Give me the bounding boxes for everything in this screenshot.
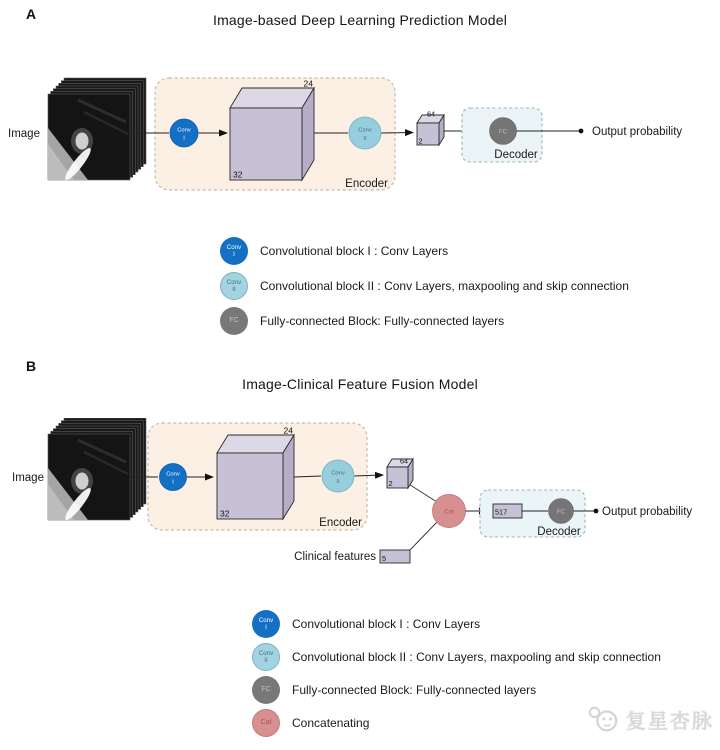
output-probability-label: Output probability <box>592 126 683 138</box>
ct-image-stack <box>48 418 146 523</box>
legend-label: Convolutional block I : Conv Layers <box>292 617 481 631</box>
legend-icon-text: FC <box>261 685 271 693</box>
panel-b-diagram <box>0 418 720 570</box>
cube-dim-32: 32 <box>233 169 243 180</box>
fc-node-label: FC <box>498 128 508 136</box>
conv2-icon <box>252 643 280 671</box>
small-feature-cube <box>387 457 413 489</box>
legend-label: Convolutional block II : Conv Layers, maxpooling and skip connection <box>260 279 629 293</box>
fc-icon <box>220 307 248 335</box>
clinical-features-box <box>380 550 410 563</box>
legend-icon-text: II <box>264 657 268 664</box>
fused-feature-box <box>493 504 522 518</box>
panel-a-diagram <box>0 70 720 195</box>
panel-a-legend <box>220 237 629 342</box>
legend-icon-text: II <box>232 286 236 293</box>
cat-icon <box>252 709 280 737</box>
legend-label: Concatenating <box>292 716 370 730</box>
fc-node-label: FC <box>556 508 566 516</box>
conv1-icon <box>220 237 248 265</box>
legend-row-fc <box>252 676 661 704</box>
legend-row-fc <box>220 307 629 335</box>
conv-block-2-node <box>349 117 381 149</box>
conv2-node-label2: II <box>336 479 340 485</box>
legend-row-conv1 <box>252 610 661 638</box>
ct-image-front-slice <box>48 94 130 183</box>
legend-icon-text: Conv <box>226 278 242 286</box>
panel-a-label: A <box>26 6 37 22</box>
encoder-label: Encoder <box>345 178 388 190</box>
conv1-icon <box>252 610 280 638</box>
legend-icon-text: I <box>265 624 267 631</box>
ct-image-stack <box>48 78 146 183</box>
conv-block-1-node <box>170 119 198 147</box>
decoder-label: Decoder <box>537 526 581 538</box>
watermark-text: 复星杏脉 <box>626 710 714 733</box>
panel-b-title: Image-Clinical Feature Fusion Model <box>242 376 478 392</box>
legend-row-conv2 <box>220 272 629 300</box>
conv2-node-label: Conv <box>331 470 345 477</box>
legend-row-conv1 <box>220 237 629 265</box>
feature-cube <box>230 79 314 181</box>
output-probability-label: Output probability <box>602 506 693 518</box>
clinical-features-label: Clinical features <box>294 551 376 563</box>
panel-a-title: Image-based Deep Learning Prediction Model <box>212 12 508 28</box>
image-label: Image <box>12 472 44 484</box>
legend-icon-text: Conv <box>258 649 274 657</box>
conv-block-1-node <box>160 464 187 491</box>
output-dot <box>579 129 584 134</box>
encoder-label: Encoder <box>319 517 362 529</box>
ct-image-front-slice <box>48 434 130 523</box>
legend-icon-text: I <box>233 251 235 258</box>
conv1-node-label2: I <box>183 135 185 142</box>
feature-cube <box>217 426 294 520</box>
conv1-node-label: Conv <box>177 127 191 134</box>
conv-block-2-node <box>322 460 354 492</box>
legend-icon-text: Conv <box>226 243 242 251</box>
fc-node <box>490 118 517 145</box>
fc-icon <box>252 676 280 704</box>
conv2-node-label2: II <box>363 136 367 142</box>
legend-icon-text: Cat <box>260 718 272 726</box>
legend-label: Fully-connected Block: Fully-connected layers <box>260 314 505 328</box>
conv2-node-label: Conv <box>358 127 372 134</box>
legend-label: Fully-connected Block: Fully-connected layers <box>292 683 537 697</box>
cube-dim-32: 32 <box>220 508 230 519</box>
small-cube-dim-2: 2 <box>388 479 393 488</box>
small-cube-dim-64: 64 <box>399 456 409 466</box>
panel-b-label: B <box>26 358 37 374</box>
conv2-icon <box>220 272 248 300</box>
clinical-dim-5: 5 <box>382 554 387 563</box>
conv1-node-label2: I <box>172 479 174 486</box>
output-dot <box>594 509 599 514</box>
small-cube-dim-64: 64 <box>426 109 436 119</box>
legend-icon-text: FC <box>229 316 239 324</box>
small-feature-cube <box>417 110 444 146</box>
image-label: Image <box>8 128 40 140</box>
cat-node-label: Cat <box>444 508 454 516</box>
legend-icon-text: Conv <box>258 616 274 624</box>
legend-label: Convolutional block I : Conv Layers <box>260 244 449 258</box>
legend-row-conv2 <box>252 643 661 671</box>
fc-node <box>549 499 574 524</box>
concatenate-node <box>433 495 466 528</box>
small-cube-dim-2: 2 <box>418 136 423 146</box>
mascot-icon <box>586 704 620 734</box>
conv1-node-label: Conv <box>166 471 180 478</box>
decoder-label: Decoder <box>494 149 538 161</box>
legend-label: Convolutional block II : Conv Layers, maxpooling and skip connection <box>292 650 661 664</box>
cube-dim-24: 24 <box>303 78 313 89</box>
fused-dim-517: 517 <box>495 507 508 517</box>
watermark <box>586 704 714 734</box>
cube-dim-24: 24 <box>283 425 293 436</box>
